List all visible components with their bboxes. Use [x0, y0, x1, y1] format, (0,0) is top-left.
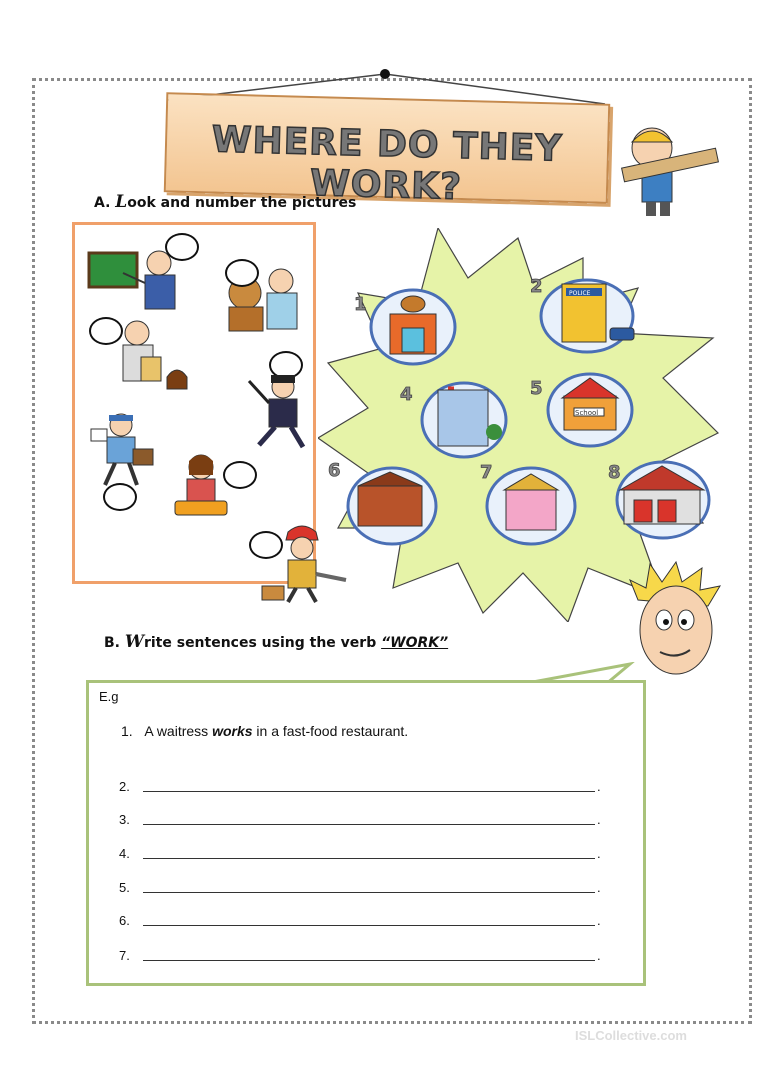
answer-line-row [119, 880, 619, 895]
place-oval [487, 468, 575, 544]
answer-line[interactable] [143, 791, 595, 792]
place-number: 2 [530, 276, 543, 297]
example-verb: works [212, 723, 253, 739]
answer-line-row [119, 846, 619, 861]
waitress-illustration [171, 453, 231, 529]
answer-bubble[interactable] [103, 483, 137, 511]
section-b-verb: “WORK” [381, 635, 449, 651]
section-b-heading [104, 632, 448, 652]
place-oval [371, 290, 455, 364]
answer-bubble[interactable] [225, 259, 259, 287]
answer-line-row [119, 913, 619, 928]
place-number: 5 [530, 378, 543, 399]
answer-line[interactable] [143, 960, 595, 961]
watermark: ISLCollective.com [575, 1028, 687, 1043]
example-rest: in a fast-food restaurant. [256, 723, 409, 739]
school-sign: School [575, 409, 599, 417]
section-a-heading [94, 192, 356, 212]
answer-line[interactable] [143, 892, 595, 893]
section-b-cap: W [124, 632, 144, 652]
page-title: WHERE DO THEY WORK? [211, 119, 563, 208]
section-b-letter: B. [104, 635, 120, 651]
answer-line[interactable] [143, 925, 595, 926]
line-number: 6. [119, 913, 130, 928]
line-number: 4. [119, 846, 130, 861]
line-number: 5. [119, 880, 130, 895]
answer-line-row [119, 779, 619, 794]
answer-line-row [119, 948, 619, 963]
sentences-box [86, 680, 646, 986]
section-b-text: rite sentences using the verb [143, 635, 377, 651]
line-number: 7. [119, 948, 130, 963]
place-number: 1 [354, 294, 367, 315]
answer-bubble[interactable] [165, 233, 199, 261]
eg-label: E.g [99, 689, 119, 704]
postman-illustration [111, 317, 191, 397]
example-sentence [121, 723, 408, 739]
line-number: 3. [119, 812, 130, 827]
police-sign: POLICE [569, 290, 591, 297]
line-end: . [597, 812, 601, 827]
line-end: . [597, 948, 601, 963]
place-number: 4 [400, 384, 413, 405]
line-end: . [597, 880, 601, 895]
policeman-illustration [243, 371, 313, 451]
example-subject: A waitress [144, 723, 209, 739]
carpenter-illustration [612, 118, 722, 218]
answer-line[interactable] [143, 858, 595, 859]
line-end: . [597, 846, 601, 861]
line-end: . [597, 913, 601, 928]
answer-line[interactable] [143, 824, 595, 825]
example-number: 1. [121, 723, 133, 739]
section-a-text: ook and number the pictures [127, 195, 357, 211]
answer-line-row [119, 812, 619, 827]
section-a-cap: L [115, 192, 128, 212]
section-a-letter: A. [94, 195, 111, 211]
place-number: 6 [328, 460, 341, 481]
place-number: 8 [608, 462, 621, 483]
place-oval [617, 462, 709, 538]
place-oval [348, 468, 436, 544]
mailman-illustration [89, 409, 159, 489]
place-number: 7 [480, 462, 493, 483]
line-number: 2. [119, 779, 130, 794]
place-oval [422, 383, 506, 457]
line-end: . [597, 779, 601, 794]
